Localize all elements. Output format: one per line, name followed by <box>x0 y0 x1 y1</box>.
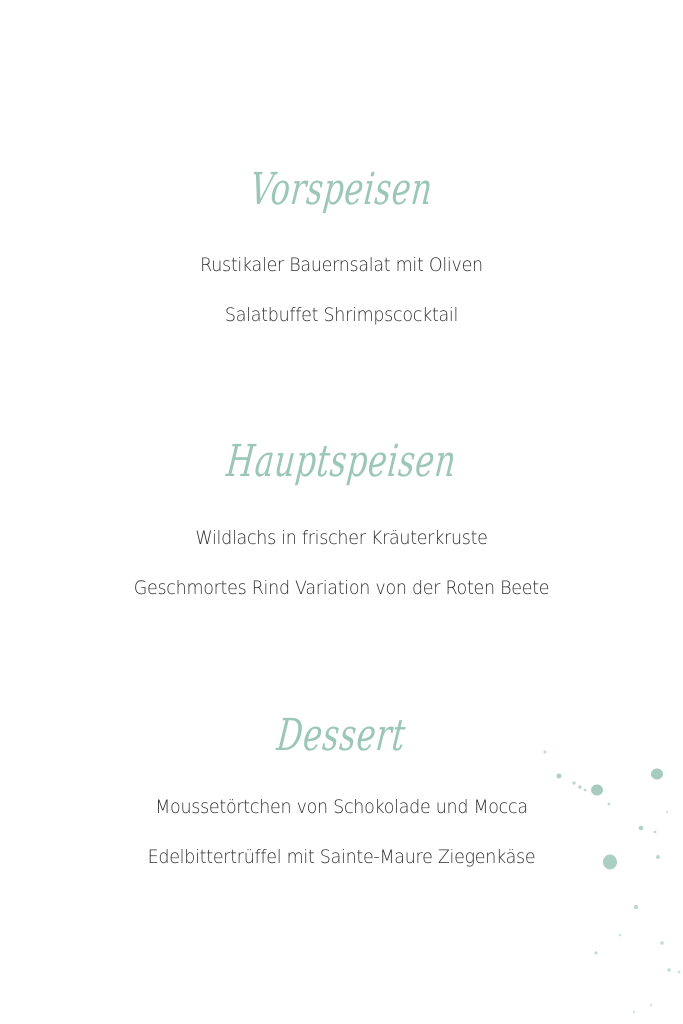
dish-item: Salatbuffet Shrimpscocktail <box>224 304 459 326</box>
dish-item: Moussetörtchen von Schokolade und Mocca <box>155 796 528 818</box>
section-heading-dessert: Dessert <box>274 710 409 761</box>
dish-item: Wildlachs in frischer Kräuterkruste <box>195 527 488 549</box>
dish-item: Geschmortes Rind Variation von der Roten Beete <box>133 577 550 599</box>
dish-item: Edelbittertrüffel mit Sainte-Maure Ziegenkäse <box>147 846 536 868</box>
dish-item: Rustikaler Bauernsalat mit Oliven <box>200 254 483 276</box>
section-heading-starters: Vorspeisen <box>247 164 436 215</box>
section-heading-mains: Hauptspeisen <box>224 436 459 487</box>
